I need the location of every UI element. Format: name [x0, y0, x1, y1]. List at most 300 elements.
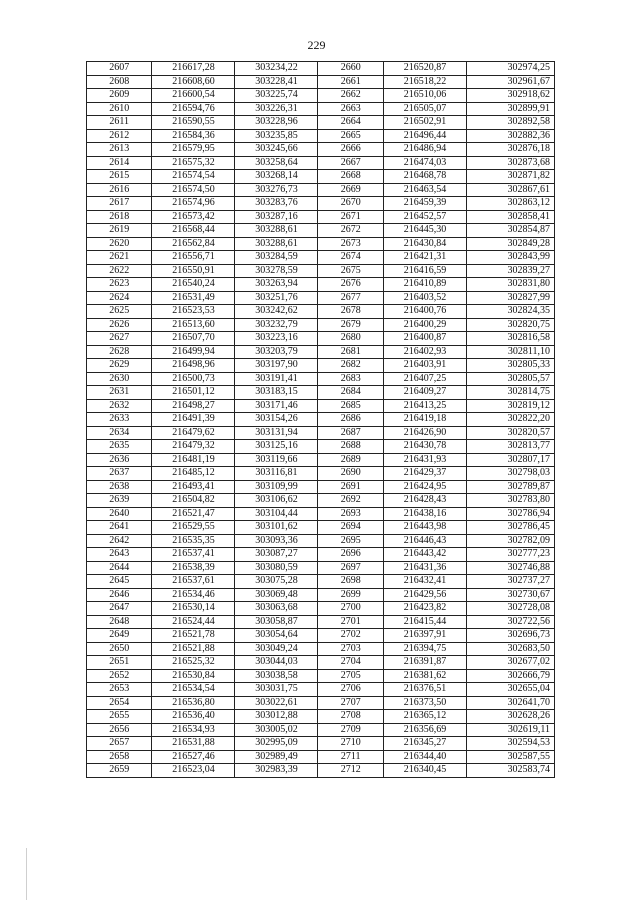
x-coordinate-left: 216536,40: [152, 710, 235, 724]
x-coordinate-right: 216394,75: [383, 642, 466, 656]
y-coordinate-right: 302899,91: [466, 102, 554, 116]
x-coordinate-left: 216479,32: [152, 440, 235, 454]
y-coordinate-left: 303131,94: [235, 426, 318, 440]
x-coordinate-right: 216419,18: [383, 413, 466, 427]
x-coordinate-left: 216525,32: [152, 656, 235, 670]
x-coordinate-left: 216562,84: [152, 237, 235, 251]
x-coordinate-right: 216486,94: [383, 143, 466, 157]
point-number-left: 2617: [87, 197, 152, 211]
table-row: [87, 251, 555, 265]
coordinates-table-body: [87, 62, 555, 778]
y-coordinate-left: 303069,48: [235, 588, 318, 602]
x-coordinate-left: 216556,71: [152, 251, 235, 265]
y-coordinate-right: 302827,99: [466, 291, 554, 305]
x-coordinate-right: 216415,44: [383, 615, 466, 629]
point-number-left: 2621: [87, 251, 152, 265]
table-row: [87, 534, 555, 548]
table-row: [87, 507, 555, 521]
y-coordinate-left: 303106,62: [235, 494, 318, 508]
y-coordinate-right: 302677,02: [466, 656, 554, 670]
y-coordinate-right: 302628,26: [466, 710, 554, 724]
point-number-right: 2665: [318, 129, 383, 143]
margin-scan-mark: [26, 848, 27, 900]
point-number-left: 2648: [87, 615, 152, 629]
table-row: [87, 615, 555, 629]
x-coordinate-right: 216410,89: [383, 278, 466, 292]
point-number-right: 2667: [318, 156, 383, 170]
y-coordinate-left: 303080,59: [235, 561, 318, 575]
x-coordinate-right: 216344,40: [383, 750, 466, 764]
point-number-right: 2706: [318, 683, 383, 697]
point-number-right: 2671: [318, 210, 383, 224]
point-number-left: 2639: [87, 494, 152, 508]
x-coordinate-right: 216496,44: [383, 129, 466, 143]
x-coordinate-right: 216505,07: [383, 102, 466, 116]
table-row: [87, 683, 555, 697]
y-coordinate-left: 303276,73: [235, 183, 318, 197]
point-number-right: 2661: [318, 75, 383, 89]
point-number-left: 2636: [87, 453, 152, 467]
point-number-right: 2684: [318, 386, 383, 400]
x-coordinate-right: 216409,27: [383, 386, 466, 400]
x-coordinate-right: 216432,41: [383, 575, 466, 589]
y-coordinate-left: 303012,88: [235, 710, 318, 724]
point-number-right: 2687: [318, 426, 383, 440]
point-number-left: 2640: [87, 507, 152, 521]
x-coordinate-right: 216356,69: [383, 723, 466, 737]
y-coordinate-left: 303087,27: [235, 548, 318, 562]
y-coordinate-left: 303093,36: [235, 534, 318, 548]
x-coordinate-right: 216452,57: [383, 210, 466, 224]
y-coordinate-left: 303228,96: [235, 116, 318, 130]
y-coordinate-left: 303044,03: [235, 656, 318, 670]
table-row: [87, 710, 555, 724]
x-coordinate-left: 216608,60: [152, 75, 235, 89]
x-coordinate-left: 216600,54: [152, 89, 235, 103]
x-coordinate-left: 216523,53: [152, 305, 235, 319]
y-coordinate-left: 303234,22: [235, 62, 318, 76]
table-row: [87, 656, 555, 670]
y-coordinate-left: 303258,64: [235, 156, 318, 170]
point-number-left: 2647: [87, 602, 152, 616]
x-coordinate-left: 216537,61: [152, 575, 235, 589]
x-coordinate-left: 216491,39: [152, 413, 235, 427]
x-coordinate-left: 216568,44: [152, 224, 235, 238]
y-coordinate-left: 303005,02: [235, 723, 318, 737]
y-coordinate-right: 302746,88: [466, 561, 554, 575]
x-coordinate-left: 216590,55: [152, 116, 235, 130]
x-coordinate-right: 216365,12: [383, 710, 466, 724]
point-number-left: 2641: [87, 521, 152, 535]
point-number-left: 2649: [87, 629, 152, 643]
point-number-right: 2710: [318, 737, 383, 751]
table-row: [87, 548, 555, 562]
table-row: [87, 129, 555, 143]
point-number-left: 2615: [87, 170, 152, 184]
point-number-left: 2623: [87, 278, 152, 292]
point-number-right: 2694: [318, 521, 383, 535]
x-coordinate-right: 216413,25: [383, 399, 466, 413]
x-coordinate-right: 216391,87: [383, 656, 466, 670]
y-coordinate-right: 302655,04: [466, 683, 554, 697]
table-row: [87, 750, 555, 764]
y-coordinate-right: 302858,41: [466, 210, 554, 224]
point-number-right: 2660: [318, 62, 383, 76]
y-coordinate-left: 303242,62: [235, 305, 318, 319]
table-row: [87, 75, 555, 89]
y-coordinate-right: 302777,23: [466, 548, 554, 562]
x-coordinate-left: 216574,50: [152, 183, 235, 197]
point-number-right: 2709: [318, 723, 383, 737]
point-number-right: 2697: [318, 561, 383, 575]
point-number-right: 2676: [318, 278, 383, 292]
x-coordinate-right: 216340,45: [383, 764, 466, 778]
x-coordinate-right: 216474,03: [383, 156, 466, 170]
x-coordinate-right: 216510,06: [383, 89, 466, 103]
point-number-left: 2619: [87, 224, 152, 238]
x-coordinate-left: 216537,41: [152, 548, 235, 562]
table-row: [87, 453, 555, 467]
y-coordinate-left: 303063,68: [235, 602, 318, 616]
point-number-left: 2656: [87, 723, 152, 737]
point-number-left: 2620: [87, 237, 152, 251]
point-number-right: 2707: [318, 696, 383, 710]
y-coordinate-left: 303278,59: [235, 264, 318, 278]
x-coordinate-right: 216381,62: [383, 669, 466, 683]
y-coordinate-left: 303104,44: [235, 507, 318, 521]
x-coordinate-left: 216536,80: [152, 696, 235, 710]
y-coordinate-left: 303268,14: [235, 170, 318, 184]
x-coordinate-right: 216468,78: [383, 170, 466, 184]
point-number-left: 2659: [87, 764, 152, 778]
point-number-right: 2664: [318, 116, 383, 130]
point-number-right: 2680: [318, 332, 383, 346]
point-number-left: 2657: [87, 737, 152, 751]
point-number-right: 2689: [318, 453, 383, 467]
x-coordinate-right: 216424,95: [383, 480, 466, 494]
y-coordinate-right: 302854,87: [466, 224, 554, 238]
point-number-left: 2624: [87, 291, 152, 305]
point-number-left: 2643: [87, 548, 152, 562]
y-coordinate-right: 302918,62: [466, 89, 554, 103]
table-row: [87, 183, 555, 197]
point-number-right: 2663: [318, 102, 383, 116]
table-row: [87, 561, 555, 575]
y-coordinate-left: 303235,85: [235, 129, 318, 143]
y-coordinate-right: 302641,70: [466, 696, 554, 710]
table-row: [87, 210, 555, 224]
y-coordinate-right: 302871,82: [466, 170, 554, 184]
point-number-left: 2635: [87, 440, 152, 454]
y-coordinate-left: 302989,49: [235, 750, 318, 764]
y-coordinate-right: 302786,45: [466, 521, 554, 535]
x-coordinate-left: 216500,73: [152, 372, 235, 386]
y-coordinate-left: 303263,94: [235, 278, 318, 292]
point-number-left: 2638: [87, 480, 152, 494]
point-number-left: 2610: [87, 102, 152, 116]
y-coordinate-right: 302798,03: [466, 467, 554, 481]
x-coordinate-left: 216504,82: [152, 494, 235, 508]
y-coordinate-right: 302876,18: [466, 143, 554, 157]
y-coordinate-right: 302594,53: [466, 737, 554, 751]
x-coordinate-left: 216521,88: [152, 642, 235, 656]
x-coordinate-left: 216538,39: [152, 561, 235, 575]
table-row: [87, 278, 555, 292]
x-coordinate-left: 216617,28: [152, 62, 235, 76]
y-coordinate-left: 303251,76: [235, 291, 318, 305]
y-coordinate-right: 302820,75: [466, 318, 554, 332]
x-coordinate-right: 216429,56: [383, 588, 466, 602]
x-coordinate-left: 216531,88: [152, 737, 235, 751]
point-number-right: 2691: [318, 480, 383, 494]
x-coordinate-left: 216481,19: [152, 453, 235, 467]
point-number-right: 2678: [318, 305, 383, 319]
x-coordinate-left: 216531,49: [152, 291, 235, 305]
point-number-left: 2609: [87, 89, 152, 103]
y-coordinate-left: 303075,28: [235, 575, 318, 589]
x-coordinate-right: 216520,87: [383, 62, 466, 76]
y-coordinate-left: 302995,09: [235, 737, 318, 751]
point-number-left: 2642: [87, 534, 152, 548]
x-coordinate-right: 216400,29: [383, 318, 466, 332]
point-number-right: 2688: [318, 440, 383, 454]
y-coordinate-right: 302728,08: [466, 602, 554, 616]
y-coordinate-right: 302961,67: [466, 75, 554, 89]
table-row: [87, 359, 555, 373]
table-row: [87, 143, 555, 157]
point-number-right: 2673: [318, 237, 383, 251]
y-coordinate-left: 303119,66: [235, 453, 318, 467]
x-coordinate-left: 216479,62: [152, 426, 235, 440]
x-coordinate-right: 216402,93: [383, 345, 466, 359]
x-coordinate-left: 216574,54: [152, 170, 235, 184]
y-coordinate-left: 303171,46: [235, 399, 318, 413]
x-coordinate-right: 216431,93: [383, 453, 466, 467]
y-coordinate-left: 303125,16: [235, 440, 318, 454]
y-coordinate-right: 302811,10: [466, 345, 554, 359]
y-coordinate-left: 303101,62: [235, 521, 318, 535]
x-coordinate-right: 216416,59: [383, 264, 466, 278]
y-coordinate-left: 303197,90: [235, 359, 318, 373]
point-number-left: 2627: [87, 332, 152, 346]
point-number-left: 2622: [87, 264, 152, 278]
y-coordinate-right: 302696,73: [466, 629, 554, 643]
y-coordinate-right: 302619,11: [466, 723, 554, 737]
table-row: [87, 494, 555, 508]
x-coordinate-right: 216502,91: [383, 116, 466, 130]
point-number-left: 2631: [87, 386, 152, 400]
x-coordinate-left: 216507,70: [152, 332, 235, 346]
x-coordinate-right: 216445,30: [383, 224, 466, 238]
x-coordinate-left: 216513,60: [152, 318, 235, 332]
point-number-right: 2662: [318, 89, 383, 103]
x-coordinate-right: 216428,43: [383, 494, 466, 508]
page-number: 229: [307, 38, 326, 52]
table-row: [87, 521, 555, 535]
point-number-right: 2670: [318, 197, 383, 211]
y-coordinate-right: 302814,75: [466, 386, 554, 400]
y-coordinate-right: 302839,27: [466, 264, 554, 278]
point-number-left: 2655: [87, 710, 152, 724]
point-number-right: 2712: [318, 764, 383, 778]
x-coordinate-right: 216430,78: [383, 440, 466, 454]
x-coordinate-left: 216535,35: [152, 534, 235, 548]
y-coordinate-left: 303288,61: [235, 224, 318, 238]
table-row: [87, 669, 555, 683]
x-coordinate-right: 216400,87: [383, 332, 466, 346]
point-number-left: 2632: [87, 399, 152, 413]
point-number-left: 2607: [87, 62, 152, 76]
x-coordinate-right: 216400,76: [383, 305, 466, 319]
table-row: [87, 372, 555, 386]
y-coordinate-right: 302666,79: [466, 669, 554, 683]
point-number-right: 2677: [318, 291, 383, 305]
y-coordinate-right: 302683,50: [466, 642, 554, 656]
table-row: [87, 318, 555, 332]
table-row: [87, 386, 555, 400]
point-number-left: 2634: [87, 426, 152, 440]
y-coordinate-left: 303109,99: [235, 480, 318, 494]
y-coordinate-right: 302583,74: [466, 764, 554, 778]
y-coordinate-right: 302805,57: [466, 372, 554, 386]
y-coordinate-left: 303203,79: [235, 345, 318, 359]
point-number-right: 2669: [318, 183, 383, 197]
x-coordinate-left: 216498,96: [152, 359, 235, 373]
point-number-left: 2608: [87, 75, 152, 89]
y-coordinate-right: 302822,20: [466, 413, 554, 427]
y-coordinate-right: 302813,77: [466, 440, 554, 454]
table-row: [87, 399, 555, 413]
table-row: [87, 197, 555, 211]
point-number-right: 2683: [318, 372, 383, 386]
x-coordinate-right: 216397,91: [383, 629, 466, 643]
y-coordinate-right: 302892,58: [466, 116, 554, 130]
point-number-left: 2650: [87, 642, 152, 656]
y-coordinate-left: 303183,15: [235, 386, 318, 400]
y-coordinate-right: 302587,55: [466, 750, 554, 764]
point-number-right: 2703: [318, 642, 383, 656]
x-coordinate-left: 216550,91: [152, 264, 235, 278]
x-coordinate-right: 216421,31: [383, 251, 466, 265]
point-number-left: 2618: [87, 210, 152, 224]
table-row: [87, 696, 555, 710]
y-coordinate-left: 303283,76: [235, 197, 318, 211]
point-number-right: 2693: [318, 507, 383, 521]
point-number-left: 2658: [87, 750, 152, 764]
y-coordinate-right: 302816,58: [466, 332, 554, 346]
x-coordinate-left: 216540,24: [152, 278, 235, 292]
point-number-left: 2652: [87, 669, 152, 683]
table-row: [87, 737, 555, 751]
x-coordinate-right: 216443,42: [383, 548, 466, 562]
y-coordinate-right: 302974,25: [466, 62, 554, 76]
table-row: [87, 413, 555, 427]
y-coordinate-right: 302789,87: [466, 480, 554, 494]
y-coordinate-right: 302819,12: [466, 399, 554, 413]
coordinates-table: [86, 61, 555, 778]
x-coordinate-left: 216521,78: [152, 629, 235, 643]
x-coordinate-right: 216403,52: [383, 291, 466, 305]
point-number-left: 2646: [87, 588, 152, 602]
x-coordinate-right: 216373,50: [383, 696, 466, 710]
x-coordinate-right: 216423,82: [383, 602, 466, 616]
table-row: [87, 426, 555, 440]
table-row: [87, 305, 555, 319]
x-coordinate-right: 216446,43: [383, 534, 466, 548]
y-coordinate-right: 302824,35: [466, 305, 554, 319]
y-coordinate-left: 303154,26: [235, 413, 318, 427]
y-coordinate-left: 303031,75: [235, 683, 318, 697]
x-coordinate-left: 216534,93: [152, 723, 235, 737]
y-coordinate-left: 303054,64: [235, 629, 318, 643]
table-row: [87, 116, 555, 130]
x-coordinate-left: 216530,14: [152, 602, 235, 616]
x-coordinate-right: 216438,16: [383, 507, 466, 521]
table-row: [87, 723, 555, 737]
point-number-left: 2616: [87, 183, 152, 197]
point-number-left: 2637: [87, 467, 152, 481]
point-number-right: 2692: [318, 494, 383, 508]
x-coordinate-right: 216376,51: [383, 683, 466, 697]
point-number-left: 2653: [87, 683, 152, 697]
y-coordinate-left: 303232,79: [235, 318, 318, 332]
point-number-right: 2695: [318, 534, 383, 548]
x-coordinate-right: 216403,91: [383, 359, 466, 373]
table-row: [87, 89, 555, 103]
y-coordinate-left: 303022,61: [235, 696, 318, 710]
table-row: [87, 480, 555, 494]
table-row: [87, 642, 555, 656]
x-coordinate-left: 216523,04: [152, 764, 235, 778]
table-row: [87, 629, 555, 643]
x-coordinate-left: 216485,12: [152, 467, 235, 481]
point-number-right: 2675: [318, 264, 383, 278]
x-coordinate-left: 216529,55: [152, 521, 235, 535]
x-coordinate-right: 216430,84: [383, 237, 466, 251]
y-coordinate-right: 302820,57: [466, 426, 554, 440]
x-coordinate-right: 216518,22: [383, 75, 466, 89]
table-row: [87, 764, 555, 778]
x-coordinate-left: 216499,94: [152, 345, 235, 359]
x-coordinate-right: 216459,39: [383, 197, 466, 211]
x-coordinate-left: 216534,54: [152, 683, 235, 697]
point-number-right: 2679: [318, 318, 383, 332]
point-number-left: 2612: [87, 129, 152, 143]
point-number-right: 2708: [318, 710, 383, 724]
point-number-right: 2681: [318, 345, 383, 359]
x-coordinate-left: 216493,41: [152, 480, 235, 494]
point-number-right: 2701: [318, 615, 383, 629]
point-number-right: 2705: [318, 669, 383, 683]
x-coordinate-left: 216534,46: [152, 588, 235, 602]
y-coordinate-left: 303223,16: [235, 332, 318, 346]
table-row: [87, 345, 555, 359]
y-coordinate-right: 302737,27: [466, 575, 554, 589]
y-coordinate-right: 302873,68: [466, 156, 554, 170]
table-row: [87, 575, 555, 589]
y-coordinate-right: 302843,99: [466, 251, 554, 265]
x-coordinate-left: 216521,47: [152, 507, 235, 521]
y-coordinate-right: 302849,28: [466, 237, 554, 251]
x-coordinate-left: 216530,84: [152, 669, 235, 683]
point-number-right: 2700: [318, 602, 383, 616]
x-coordinate-left: 216594,76: [152, 102, 235, 116]
y-coordinate-left: 303058,87: [235, 615, 318, 629]
point-number-right: 2668: [318, 170, 383, 184]
x-coordinate-left: 216573,42: [152, 210, 235, 224]
y-coordinate-left: 303225,74: [235, 89, 318, 103]
x-coordinate-left: 216501,12: [152, 386, 235, 400]
